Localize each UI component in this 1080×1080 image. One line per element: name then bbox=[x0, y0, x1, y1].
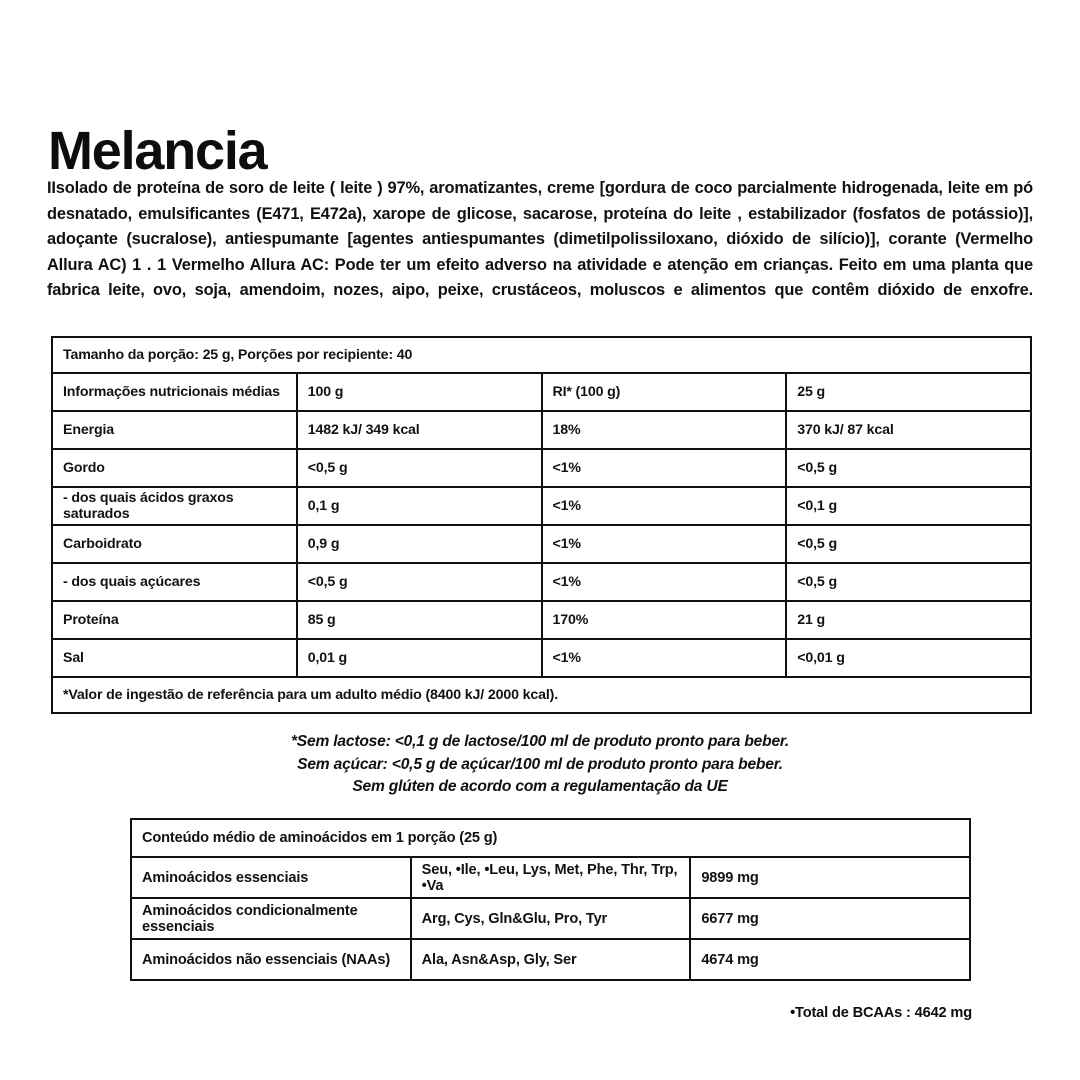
nutrient-label: Energia bbox=[52, 411, 297, 449]
nutrient-ri: <1% bbox=[542, 639, 787, 677]
product-claims bbox=[0, 731, 1080, 799]
amino-header-row bbox=[131, 819, 970, 857]
nutrient-ri: <1% bbox=[542, 487, 787, 525]
table-header-row bbox=[52, 373, 1031, 411]
nutrient-ri: 18% bbox=[542, 411, 787, 449]
table-row bbox=[52, 601, 1031, 639]
nutrient-per-100g: 0,9 g bbox=[297, 525, 542, 563]
header-cell-per-serving: 25 g bbox=[786, 373, 1031, 411]
nutrient-per-serving: 370 kJ/ 87 kcal bbox=[786, 411, 1031, 449]
nutrient-per-100g: <0,5 g bbox=[297, 449, 542, 487]
table-row bbox=[131, 939, 970, 980]
nutrient-per-100g: 0,1 g bbox=[297, 487, 542, 525]
header-cell-per-100g: 100 g bbox=[297, 373, 542, 411]
amino-group-label: Aminoácidos condicionalmente essenciais bbox=[131, 898, 411, 939]
nutrient-per-serving: 21 g bbox=[786, 601, 1031, 639]
table-row bbox=[52, 639, 1031, 677]
nutrient-ri: <1% bbox=[542, 525, 787, 563]
table-row bbox=[52, 525, 1031, 563]
amino-group-list: Arg, Cys, Gln&Glu, Pro, Tyr bbox=[411, 898, 691, 939]
nutrient-label: Sal bbox=[52, 639, 297, 677]
ingredients-paragraph: IIsolado de proteína de soro de leite ( leite ) 97%, aromatizantes, creme [gordura de coco parcialmente hidrogenada, leite em pó desnatado, emulsificantes (E471, E472a), xarope de glicose, sacarose, proteína do leite , estabilizador (fosfatos de potássio)], adoçante (sucralose), antiespumante [agentes antiespumantes (dimetilpolissiloxano, dióxido de silício)], corante (Vermelho Allura AC) 1 . 1 Vermelho Allura AC: Pode ter um efeito adverso na atividade e atenção em crianças. Feito em uma planta que fabrica leite, ovo, soja, amendoim, nozes, aipo, peixe, crustáceos, moluscos e alimentos que contêm dióxido de enxofre. bbox=[47, 179, 1033, 300]
nutrient-ri: <1% bbox=[542, 563, 787, 601]
amino-group-label: Aminoácidos não essenciais (NAAs) bbox=[131, 939, 411, 980]
claim-lactose-free: *Sem lactose: <0,1 g de lactose/100 ml de produto pronto para beber. bbox=[290, 733, 790, 750]
nutrient-per-serving: <0,1 g bbox=[786, 487, 1031, 525]
nutrient-ri: 170% bbox=[542, 601, 787, 639]
nutrient-label: Proteína bbox=[52, 601, 297, 639]
amino-group-amount: 4674 mg bbox=[690, 939, 970, 980]
table-row bbox=[52, 411, 1031, 449]
table-row bbox=[52, 449, 1031, 487]
claim-sugar-free: Sem açúcar: <0,5 g de açúcar/100 ml de produto pronto para beber. bbox=[297, 755, 783, 773]
nutrient-label: - dos quais açúcares bbox=[52, 563, 297, 601]
nutrient-label: - dos quais ácidos graxos saturados bbox=[52, 487, 297, 525]
reference-intake-footnote-row bbox=[52, 677, 1031, 713]
nutrient-label: Gordo bbox=[52, 449, 297, 487]
nutrition-facts-table bbox=[51, 336, 1032, 714]
nutrient-per-serving: <0,01 g bbox=[786, 639, 1031, 677]
nutrient-per-serving: <0,5 g bbox=[786, 563, 1031, 601]
nutrient-ri: <1% bbox=[542, 449, 787, 487]
amino-group-amount: 9899 mg bbox=[690, 857, 970, 898]
nutrient-per-100g: 85 g bbox=[297, 601, 542, 639]
table-row bbox=[52, 563, 1031, 601]
claim-gluten-free: Sem glúten de acordo com a regulamentação da UE bbox=[352, 778, 728, 795]
amino-group-list: Ala, Asn&Asp, Gly, Ser bbox=[411, 939, 691, 980]
serving-size-row bbox=[52, 337, 1031, 373]
bcaa-total: •Total de BCAAs : 4642 mg bbox=[790, 1005, 972, 1021]
nutrient-label: Carboidrato bbox=[52, 525, 297, 563]
nutrient-per-100g: <0,5 g bbox=[297, 563, 542, 601]
nutrient-per-100g: 1482 kJ/ 349 kcal bbox=[297, 411, 542, 449]
header-cell-ri: RI* (100 g) bbox=[542, 373, 787, 411]
amino-group-label: Aminoácidos essenciais bbox=[131, 857, 411, 898]
serving-size-cell: Tamanho da porção: 25 g, Porções por recipiente: 40 bbox=[52, 337, 1031, 373]
nutrient-per-serving: <0,5 g bbox=[786, 449, 1031, 487]
reference-intake-footnote: *Valor de ingestão de referência para um adulto médio (8400 kJ/ 2000 kcal). bbox=[52, 677, 1031, 713]
table-row bbox=[131, 857, 970, 898]
table-row bbox=[52, 487, 1031, 525]
header-cell-nutrient: Informações nutricionais médias bbox=[52, 373, 297, 411]
page-title: Melancia bbox=[48, 121, 267, 182]
nutrient-per-serving: <0,5 g bbox=[786, 525, 1031, 563]
amino-acid-table bbox=[130, 818, 971, 981]
table-row bbox=[131, 898, 970, 939]
nutrient-per-100g: 0,01 g bbox=[297, 639, 542, 677]
amino-table-header: Conteúdo médio de aminoácidos em 1 porção (25 g) bbox=[131, 819, 970, 857]
amino-group-list: Seu, •Ile, •Leu, Lys, Met, Phe, Thr, Trp, •Va bbox=[411, 857, 691, 898]
amino-group-amount: 6677 mg bbox=[690, 898, 970, 939]
